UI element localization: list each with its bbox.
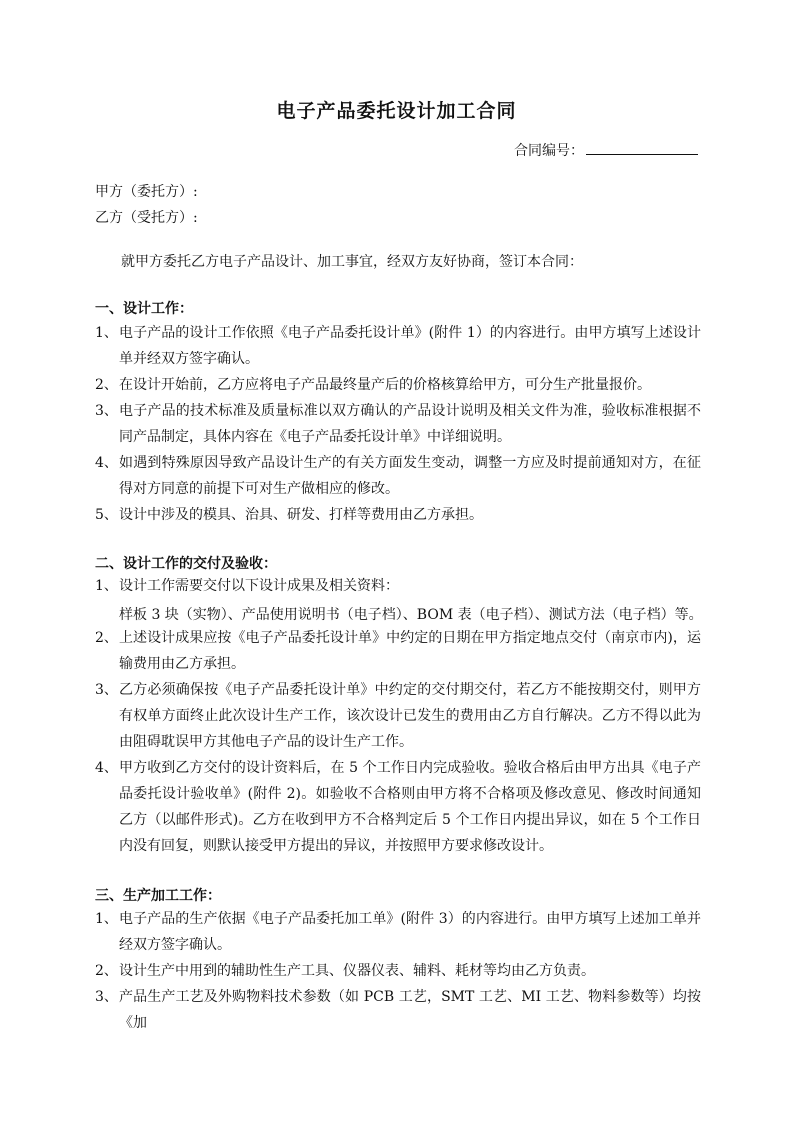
clause-text: 甲方收到乙方交付的设计资料后，在 5 个工作日内完成验收。验收合格后由甲方出具《电子产品委托设计验收单》(附件 2)。如验收不合格则由甲方将不合格项及修改意见、修改时间通知乙方（以邮件形式)。乙方在收到甲方不合格判定后 5 个工作日内提出异议，如在 5 个工作日内没有回复，则默认接受甲方提出的异议，并按照甲方要求修改设计。 [119,760,701,854]
clause-item [95,398,701,450]
clause-item [95,450,701,502]
clause-text: 在设计开始前，乙方应将电子产品最终量产后的价格核算给甲方，可分生产批量报价。 [119,377,651,393]
clause-number: 3、 [95,682,118,698]
contract-number-blank [586,140,698,155]
clause-item [95,573,701,599]
clause-item [95,625,701,677]
section-heading: 一、设计工作： [95,301,193,317]
clause-item [95,958,701,984]
clause-number: 2、 [95,630,118,646]
deliverables-list: 样板 3 块（实物）、产品使用说明书（电子档）、BOM 表（电子档）、测试方法（电子档）等。 [119,607,703,623]
contract-number-label: 合同编号： [514,143,584,159]
party-b-line: 乙方（受托方）: [95,210,198,226]
clause-number: 1、 [95,911,118,927]
clause-number: 4、 [95,455,118,471]
clause-text: 电子产品的技术标准及质量标准以双方确认的产品设计说明及相关文件为准，验收标准根据不同产品制定，具体内容在《电子产品委托设计单》中详细说明。 [119,403,701,445]
party-a-line: 甲方（委托方）: [95,184,198,200]
clause-item [95,320,701,372]
clause-number: 3、 [95,989,118,1005]
clause-number: 1、 [95,325,118,341]
clause-item [95,372,701,398]
clause-text: 设计中涉及的模具、治具、研发、打样等费用由乙方承担。 [119,507,483,523]
clause-number: 4、 [95,760,118,776]
clause-text: 设计工作需要交付以下设计成果及相关资料： [119,578,399,594]
clause-item [95,984,701,1036]
clause-text: 电子产品的设计工作依照《电子产品委托设计单》(附件 1）的内容进行。由甲方填写上述设计单并经双方签字确认。 [119,325,701,367]
document-title: 电子产品委托设计加工合同 [276,100,517,122]
clause-text: 乙方必须确保按《电子产品委托设计单》中约定的交付期交付，若乙方不能按期交付，则甲方有权单方面终止此次设计生产工作，该次设计已发生的费用由乙方自行解决。乙方不得以此为由阻碍耽误甲方其他电子产品的设计生产工作。 [119,682,701,750]
clause-text: 设计生产中用到的辅助性生产工具、仪器仪表、辅料、耗材等均由乙方负责。 [119,963,595,979]
intro-paragraph: 就甲方委托乙方电子产品设计、加工事宜，经双方友好协商，签订本合同： [121,254,583,270]
clause-item [95,677,701,755]
clause-item [95,502,701,528]
clause-text: 如遇到特殊原因导致产品设计生产的有关方面发生变动，调整一方应及时提前通知对方，在征得对方同意的前提下可对生产做相应的修改。 [119,455,701,497]
clause-item [95,906,701,958]
clause-number: 5、 [95,507,118,523]
clause-number: 2、 [95,377,118,393]
clause-number: 2、 [95,963,118,979]
clause-text: 产品生产工艺及外购物料技术参数（如 PCB 工艺，SMT 工艺、MI 工艺、物料参数等）均按《加 [119,989,701,1031]
clause-text: 电子产品的生产依据《电子产品委托加工单》(附件 3）的内容进行。由甲方填写上述加工单并经双方签字确认。 [119,911,701,953]
clause-number: 3、 [95,403,118,419]
section-heading: 二、设计工作的交付及验收： [95,556,277,572]
clause-number: 1、 [95,578,118,594]
contract-number [514,140,698,160]
clause-text: 上述设计成果应按《电子产品委托设计单》中约定的日期在甲方指定地点交付（南京市内)，运输费用由乙方承担。 [119,630,701,672]
section-heading: 三、生产加工工作： [95,888,221,904]
clause-item [95,755,701,859]
